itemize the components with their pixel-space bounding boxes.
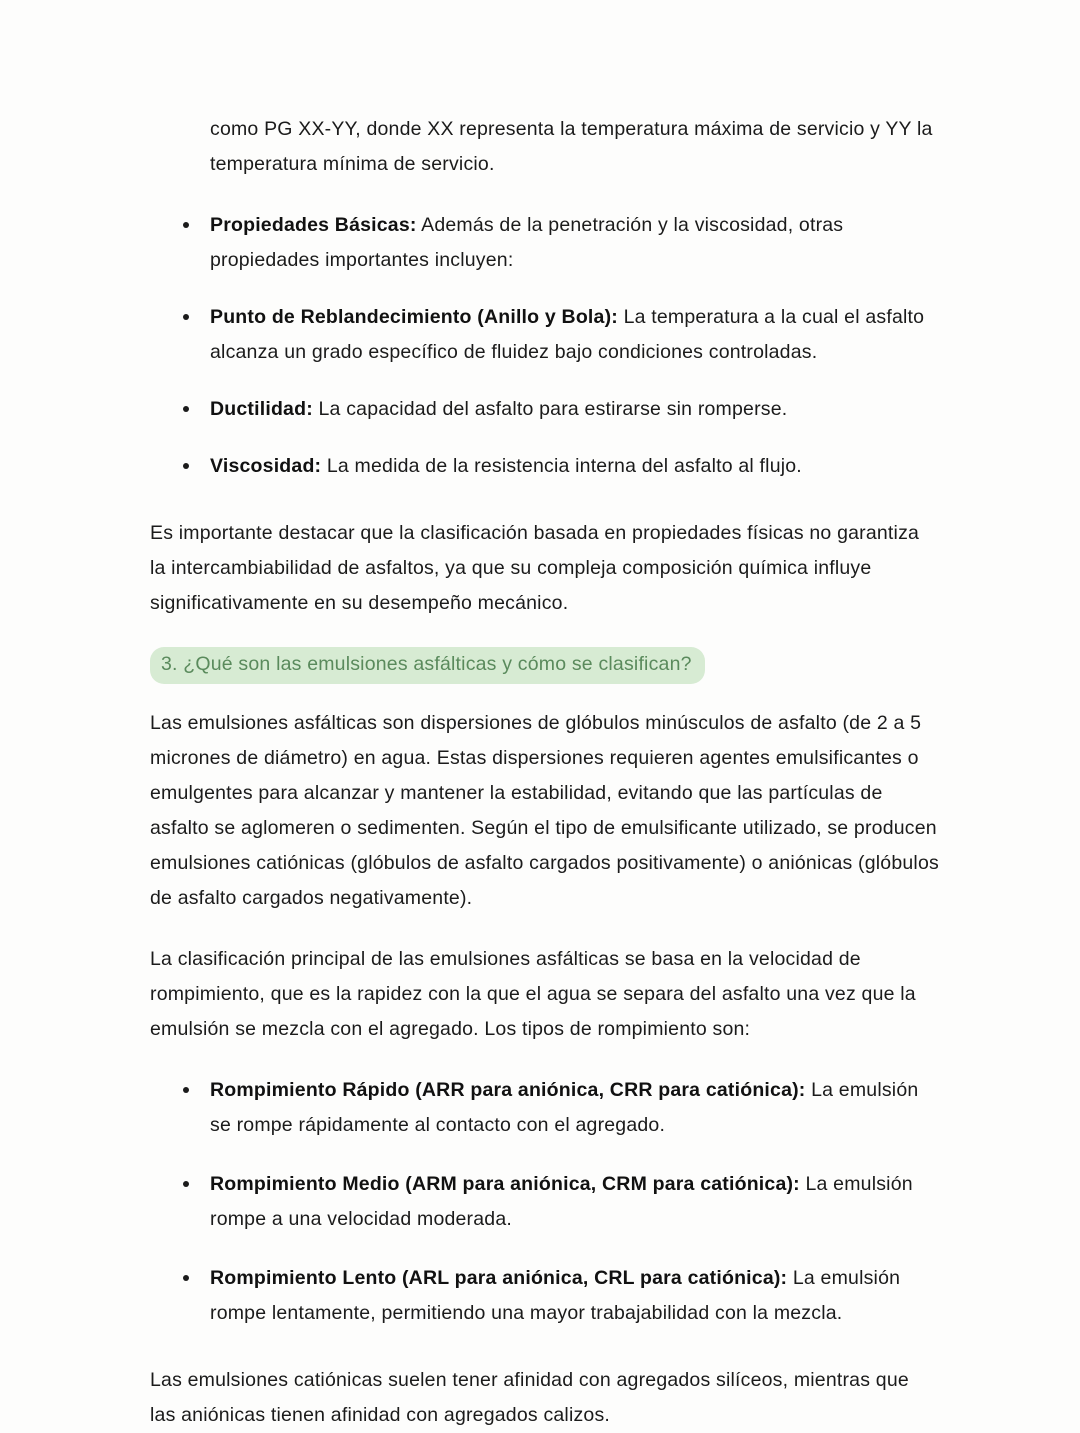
list-item (150, 1261, 940, 1331)
list-item-lead: Rompimiento Rápido (ARR para aniónica, CRR para catiónica): (210, 1078, 806, 1101)
question-heading-highlight: 3. ¿Qué son las emulsiones asfálticas y cómo se clasifican? (150, 647, 705, 684)
emulsions-paragraph: Las emulsiones asfálticas son dispersiones de glóbulos minúsculos de asfalto (de 2 a 5 micrones de diámetro) en agua. Estas dispersiones requieren agentes emulsificantes o emulgentes para alcanzar y mantener la estabilidad, evitando que las partículas de asfalto se aglomeren o sedimenten. Según el tipo de emulsificante utilizado, se producen emulsiones catiónicas (glóbulos de asfalto cargados positivamente) o aniónicas (glóbulos de asfalto cargados negativamente). (150, 711, 939, 909)
continuation-paragraph: como PG XX-YY, donde XX representa la temperatura máxima de servicio y YY la temperatura mínima de servicio. (210, 118, 933, 175)
list-item-lead: Rompimiento Medio (ARM para aniónica, CRM para catiónica): (210, 1172, 800, 1195)
classification-paragraph: La clasificación principal de las emulsiones asfálticas se basa en la velocidad de rompimiento, que es la rapidez con la que el agua se separa del asfalto una vez que la emulsión se mezcla con el agregado. Los tipos de rompimiento son: (150, 947, 916, 1040)
list-item (150, 1073, 940, 1143)
list-item-text: La medida de la resistencia interna del asfalto al flujo. (321, 455, 802, 477)
bullet-dot-icon (183, 406, 189, 412)
properties-list (150, 208, 940, 484)
list-item (150, 449, 940, 484)
breaking-types-list (150, 1073, 940, 1331)
closing-classification-paragraph: Es importante destacar que la clasificación basada en propiedades físicas no garantiza la intercambiabilidad de asfaltos, ya que su compleja composición química influye significativamente en su desempeño mecánico. (150, 522, 920, 614)
list-item (150, 1167, 940, 1237)
bullet-dot-icon (183, 314, 189, 320)
list-item (150, 300, 940, 370)
list-item-text: La capacidad del asfalto para estirarse sin romperse. (312, 398, 788, 420)
list-item-text: La emulsión rompe a una velocidad moderada. (210, 1172, 913, 1230)
bullet-dot-icon (183, 463, 189, 469)
list-item-text: La emulsión se rompe rápidamente al contacto con el agregado. (210, 1078, 919, 1136)
list-item-lead: Punto de Reblandecimiento (Anillo y Bola): (210, 306, 618, 328)
document-body (150, 112, 940, 1433)
bullet-dot-icon (183, 1087, 189, 1093)
list-item-lead: Viscosidad: (210, 455, 322, 477)
question-heading-wrapper (150, 647, 940, 684)
list-item (150, 392, 940, 427)
affinity-paragraph: Las emulsiones catiónicas suelen tener afinidad con agregados silíceos, mientras que las aniónicas tienen afinidad con agregados calizos. (150, 1368, 909, 1426)
list-item-text: La temperatura a la cual el asfalto alcanza un grado específico de fluidez bajo condiciones controladas. (210, 306, 925, 363)
list-item (150, 208, 940, 278)
bullet-dot-icon (183, 222, 189, 228)
list-item-lead: Rompimiento Lento (ARL para aniónica, CRL para catiónica): (210, 1266, 788, 1289)
list-item-text: La emulsión rompe lentamente, permitiendo una mayor trabajabilidad con la mezcla. (210, 1266, 901, 1324)
bullet-dot-icon (183, 1275, 189, 1281)
list-item-lead: Ductilidad: (210, 398, 313, 420)
list-item-lead: Propiedades Básicas: (210, 214, 417, 236)
bullet-dot-icon (183, 1181, 189, 1187)
list-item-text: Además de la penetración y la viscosidad, otras propiedades importantes incluyen: (210, 214, 844, 271)
